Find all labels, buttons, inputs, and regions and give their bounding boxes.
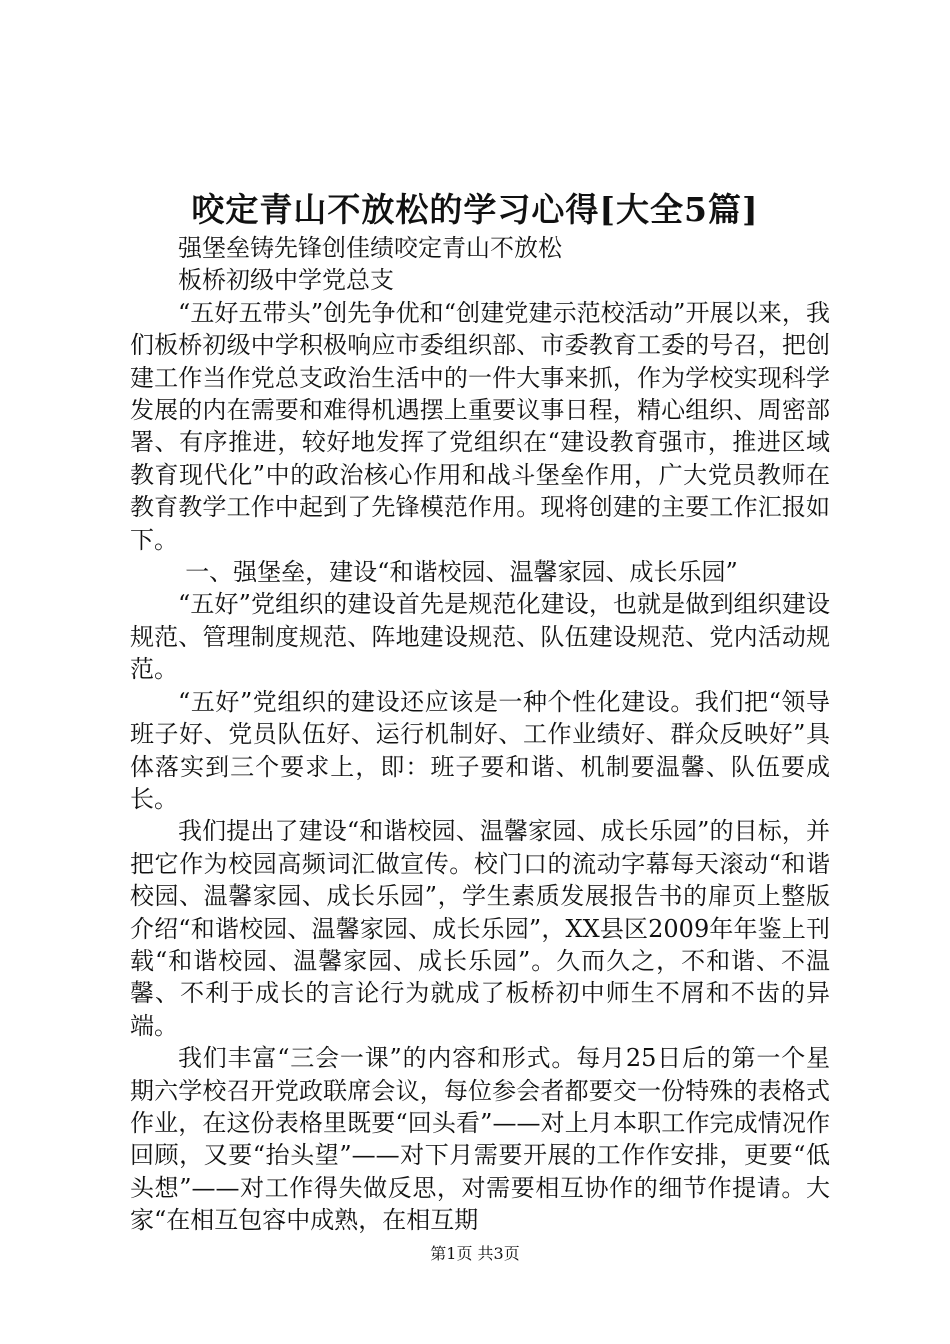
author-paragraph: 板桥初级中学党总支 (178, 266, 394, 295)
body-paragraph: “五好”党组织的建设还应该是一种个性化建设。我们把“领导班子好、党员队伍好、运行机制好、工作业绩好、群众反映好”具体落实到三个要求上，即：班子要和谐、机制要温馨、队伍要成长。 (130, 687, 830, 813)
section-heading: 一、强堡垒，建设“和谐校园、温馨家园、成长乐园” (185, 558, 738, 587)
page-indicator: 第1页 共3页 (430, 1244, 520, 1263)
body-paragraph: 我们丰富“三会一课”的内容和形式。每月25日后的第一个星期六学校召开党政联席会议，每位参会者都要交一份特殊的表格式作业，在这份表格里既要“回头看”——对上月本职工作完成情况作回顾，又要“抬头望”——对下月需要开展的工作作安排，更要“低头想”——对工作得失做反思，对需要相互协作的细节作提请。大家“在相互包容中成熟，在相互期 (130, 1044, 830, 1235)
page-footer (0, 1242, 950, 1266)
body-paragraph: “五好五带头”创先争优和“创建党建示范校活动”开展以来，我们板桥初级中学积极响应市委组织部、市委教育工委的号召，把创建工作当作党总支政治生活中的一件大事来抓，作为学校实现科学发展的内在需要和难得机遇摆上重要议事日程，精心组织、周密部署、有序推进，较好地发挥了党组织在“建设教育强市，推进区域教育现代化”中的政治核心作用和战斗堡垒作用，广大党员教师在教育教学工作中起到了先锋模范作用。现将创建的主要工作汇报如下。 (130, 298, 830, 554)
body-paragraph: “五好”党组织的建设首先是规范化建设，也就是做到组织建设规范、管理制度规范、阵地建设规范、队伍建设规范、党内活动规范。 (130, 590, 830, 684)
document-body (130, 232, 830, 1237)
body-paragraph: 我们提出了建设“和谐校园、温馨家园、成长乐园”的目标，并把它作为校园高频词汇做宣传。校门口的流动字幕每天滚动“和谐校园、温馨家园、成长乐园”，学生素质发展报告书的扉页上整版介绍“和谐校园、温馨家园、成长乐园”，XX县区2009年年鉴上刊载“和谐校园、温馨家园、成长乐园”。久而久之，不和谐、不温馨、不利于成长的言论行为就成了板桥初中师生不屑和不齿的异端。 (130, 817, 830, 1040)
document-title: 咬定青山不放松的学习心得[大全5篇] (191, 190, 759, 229)
subtitle-paragraph: 强堡垒铸先锋创佳绩咬定青山不放松 (178, 234, 562, 262)
